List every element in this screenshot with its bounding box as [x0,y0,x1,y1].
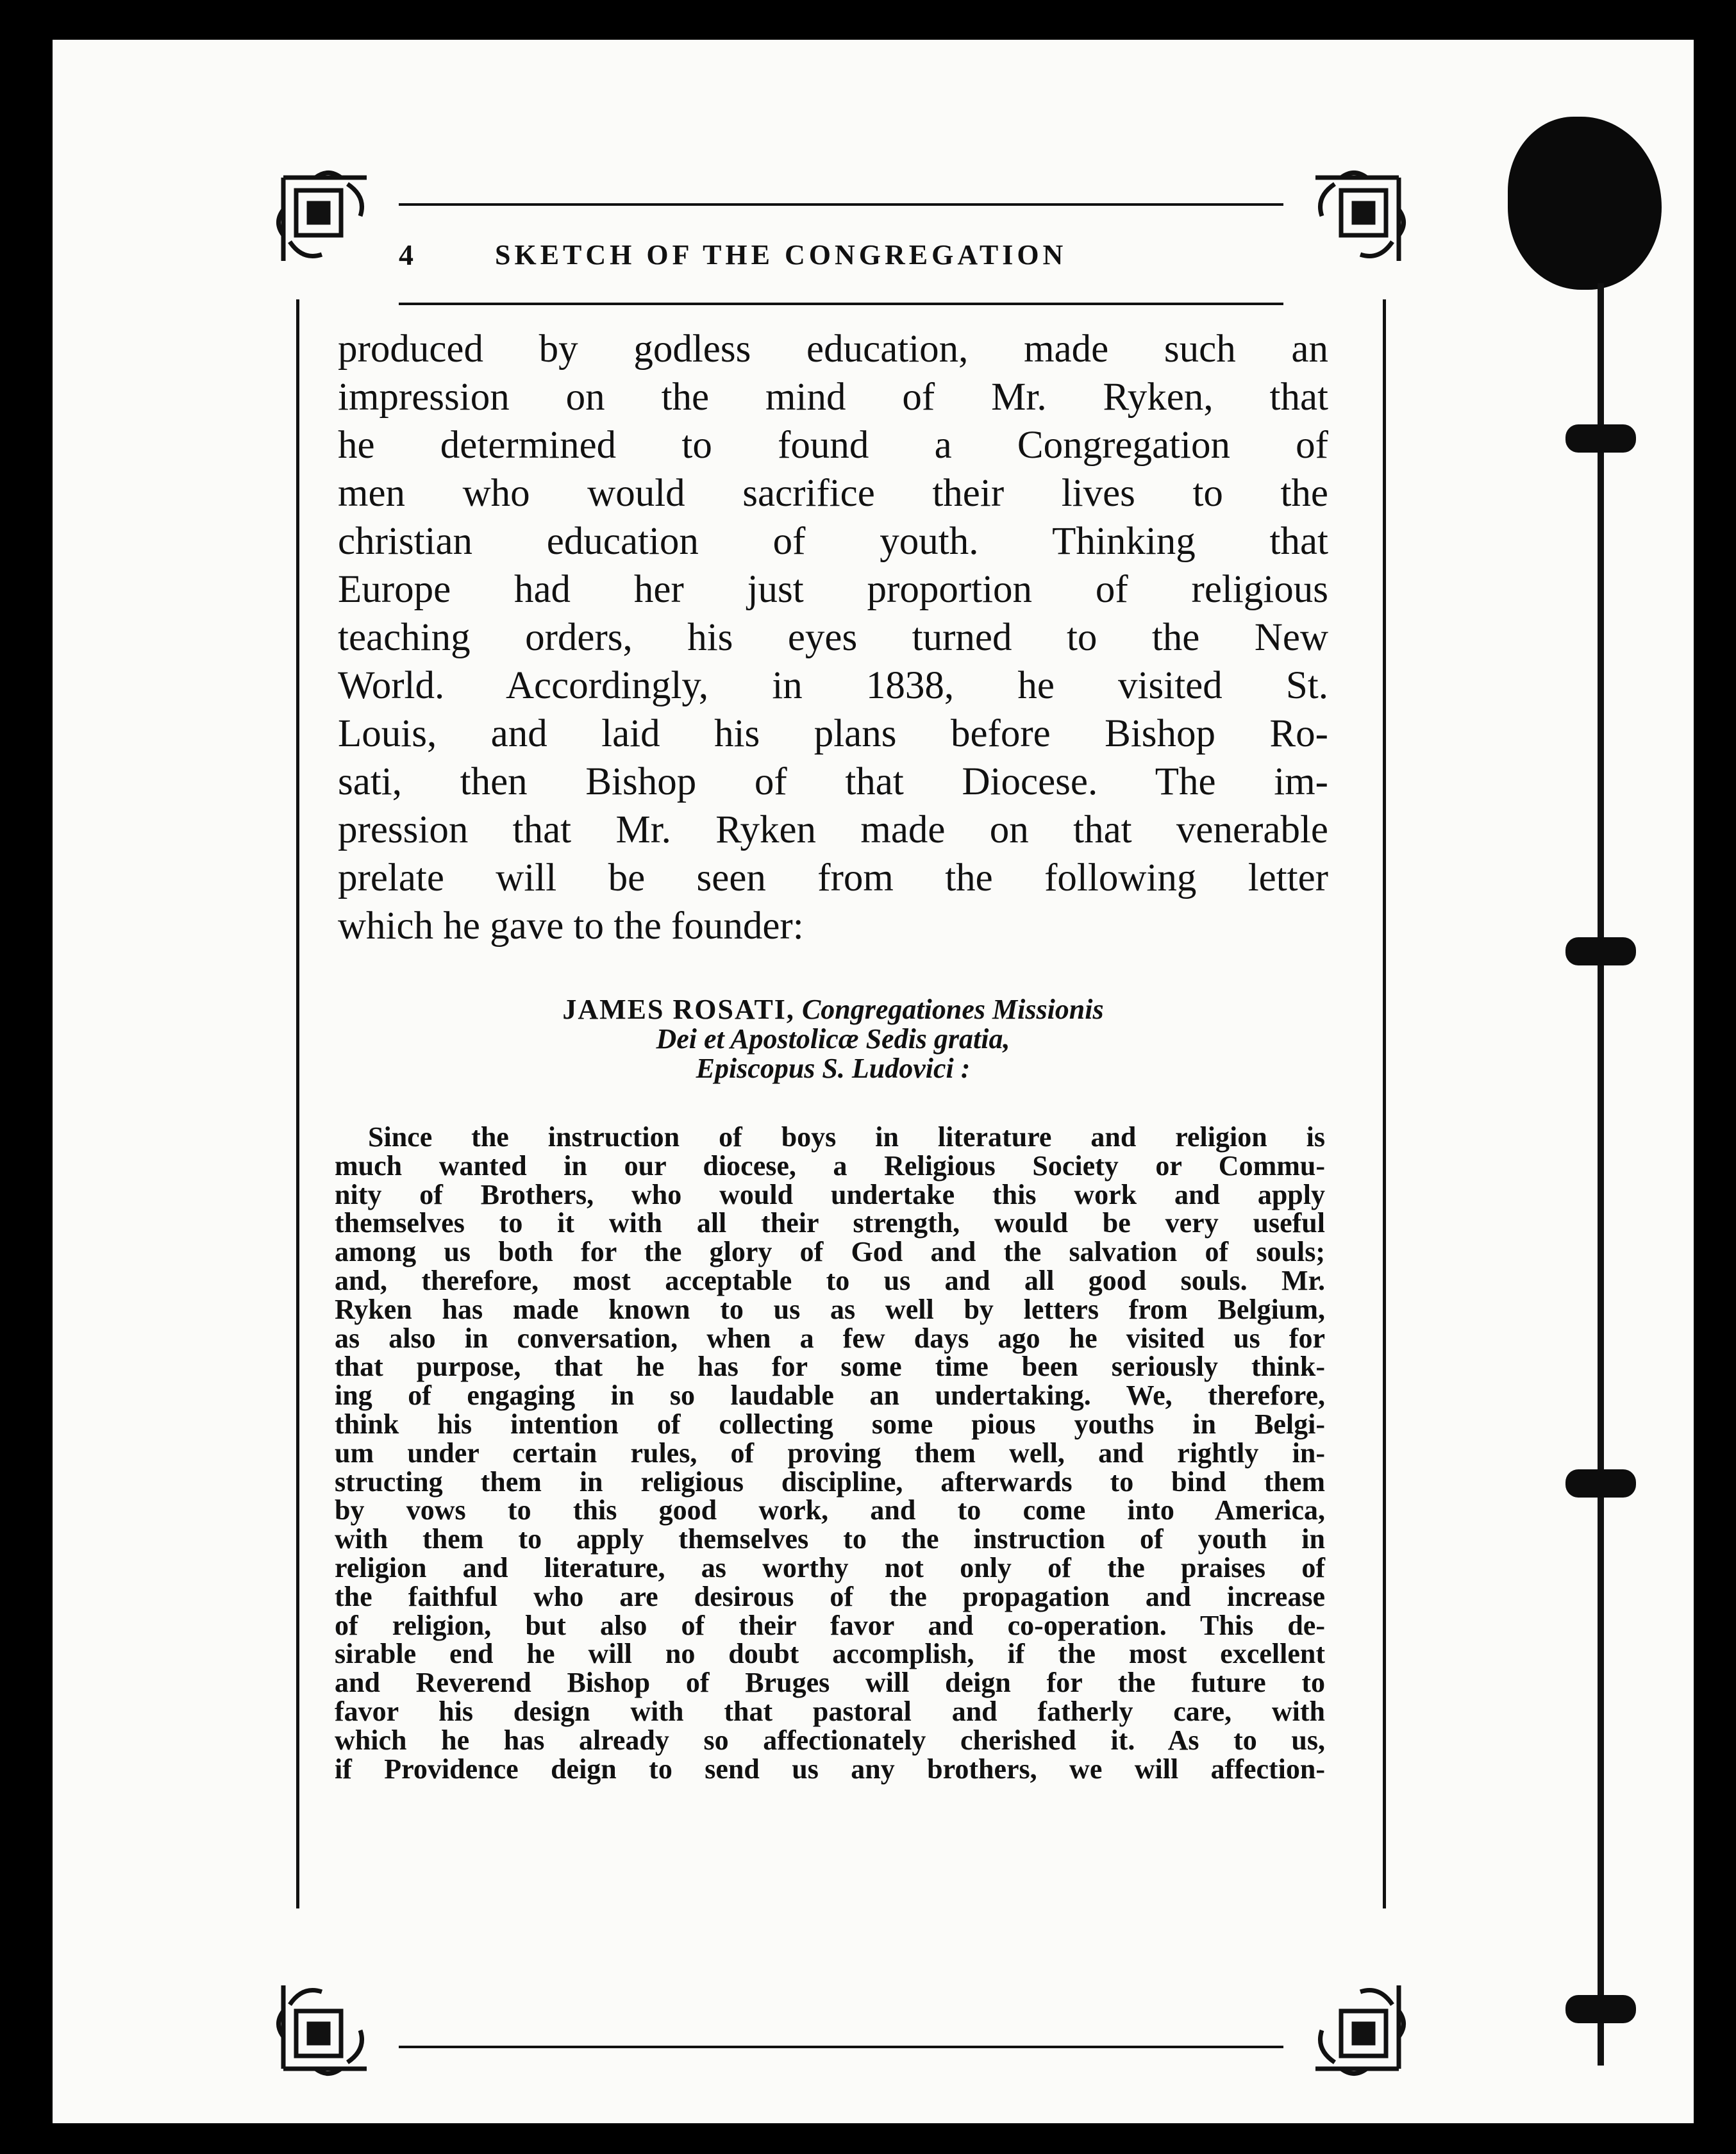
letter-line: think his intention of collecting some pious youths in Belgi- [335,1408,1325,1440]
right-rule [1383,299,1386,1908]
letter-line: structing them in religious discipline, afterwards to bind them [335,1465,1325,1498]
body-line: Louis, and laid his plans before Bishop Ro- [338,712,1328,755]
letter-line: which he has already so affectionately cherished it. As to us, [335,1724,1325,1756]
body-line: christian education of youth. Thinking that [338,520,1328,563]
letter-line: um under certain rules, of proving them well, and rightly in- [335,1437,1325,1469]
salutation-name: JAMES ROSATI, [562,994,795,1025]
page-number: 4 [399,238,413,271]
salutation-title: Congregationes Missionis [801,994,1104,1025]
binding-knot [1565,1995,1636,2023]
binding-knot [1565,424,1636,453]
corner-ornament-icon [1296,1966,1412,2082]
body-line: he determined to found a Congregation of [338,424,1328,467]
letter-salutation [338,995,1328,1083]
letter-line: as also in conversation, when a few days ago he visited us for [335,1322,1325,1354]
binding-thread [1565,40,1636,2123]
letter-line: nity of Brothers, who would undertake this work and apply [335,1178,1325,1210]
letter-line: if Providence deign to send us any brothers, we will affection- [335,1753,1325,1785]
salutation-line-3: Episcopus S. Ludovici : [696,1053,971,1084]
body-line: which he gave to the founder: [338,905,804,948]
corner-ornament-icon [1296,165,1412,280]
body-paragraph [338,325,1328,950]
salutation-line-1 [338,995,1328,1024]
body-line: prelate will be seen from the following letter [338,856,1328,899]
top-rule [399,203,1283,206]
letter-line: and Reverend Bishop of Bruges will deign for the future to [335,1667,1325,1699]
left-rule [296,299,299,1908]
body-line: World. Accordingly, in 1838, he visited St. [338,664,1328,707]
letter-line: Ryken has made known to us as well by letters from Belgium, [335,1293,1325,1325]
body-line: produced by godless education, made such an [338,328,1328,371]
body-line: pression that Mr. Ryken made on that venerable [338,808,1328,851]
body-line: impression on the mind of Mr. Ryken, that [338,376,1328,419]
binding-knot [1565,937,1636,965]
letter-line: religion and literature, as worthy not only of the praises of [335,1551,1325,1583]
letter-line: by vows to this good work, and to come into America, [335,1494,1325,1526]
page-edge-shadow [1713,40,1736,2123]
letter-line: Since the instruction of boys in literature and religion is [368,1121,1325,1153]
corner-ornament-icon [271,165,386,280]
corner-ornament-icon [271,1966,386,2082]
letter-line: favor his design with that pastoral and fatherly care, with [335,1695,1325,1727]
running-head [399,229,1283,280]
body-line: men who would sacrifice their lives to the [338,472,1328,515]
letter-line: sirable end he will no doubt accomplish, if the most excellent [335,1638,1325,1670]
letter-line: and, therefore, most acceptable to us and all good souls. Mr. [335,1264,1325,1296]
letter-line: ing of engaging in so laudable an undertaking. We, therefore, [335,1380,1325,1412]
bottom-rule [399,2046,1283,2048]
binding-line [1598,283,1604,2066]
binding-knot [1565,1469,1636,1498]
letter-line: among us both for the glory of God and the salvation of souls; [335,1236,1325,1268]
running-title: SKETCH OF THE CONGREGATION [495,238,1067,271]
letter-line: that purpose, that he has for some time been seriously think- [335,1351,1325,1383]
body-line: Europe had her just proportion of religious [338,568,1328,611]
salutation-line-2: Dei et Apostolicæ Sedis gratia, [656,1023,1010,1055]
body-line: sati, then Bishop of that Diocese. The im- [338,760,1328,803]
letter-body [335,1123,1325,1783]
letter-line: of religion, but also of their favor and co-operation. This de- [335,1609,1325,1641]
header-rule [399,303,1283,305]
letter-line: with them to apply themselves to the instruction of youth in [335,1523,1325,1555]
letter-line: much wanted in our diocese, a Religious Society or Commu- [335,1149,1325,1181]
letter-line: themselves to it with all their strength, would be very useful [335,1207,1325,1239]
body-line: teaching orders, his eyes turned to the New [338,616,1328,659]
letter-line: the faithful who are desirous of the propagation and increase [335,1580,1325,1612]
book-page [53,40,1694,2123]
